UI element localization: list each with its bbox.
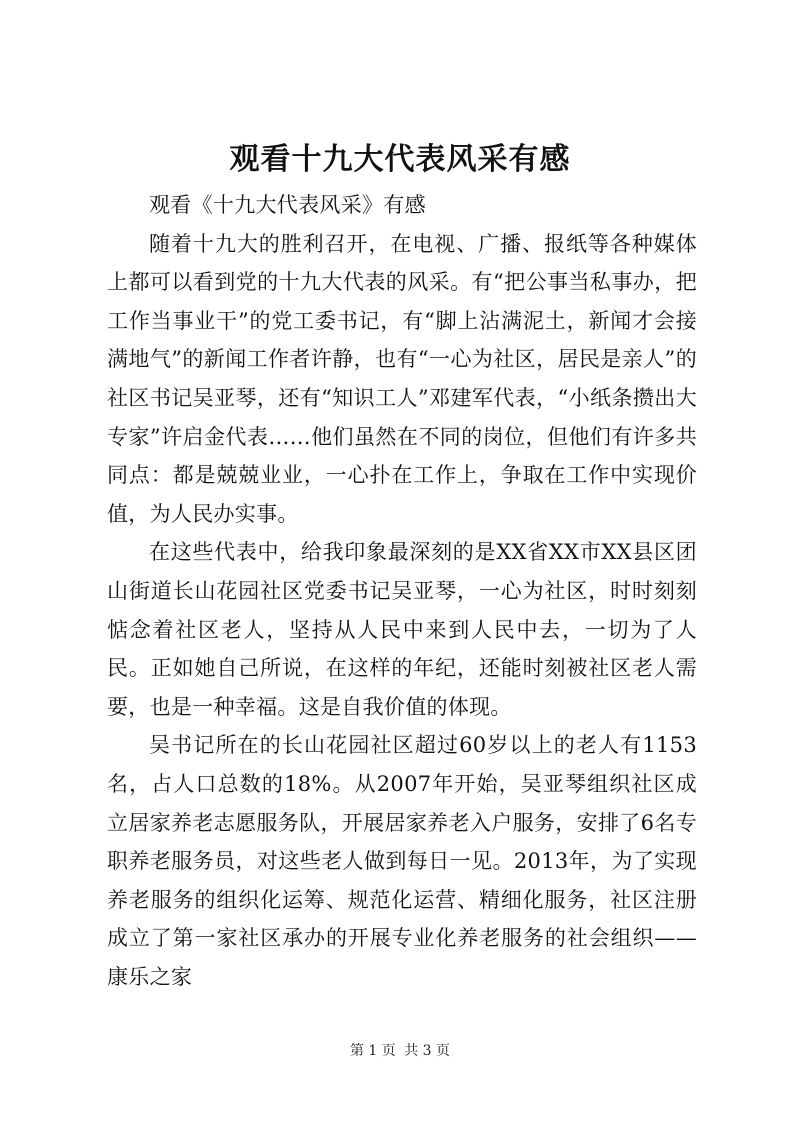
paragraph-3: 吴书记所在的长山花园社区超过60岁以上的老人有1153名，占人口总数的18%。从2007年开始，吴亚琴组织社区成立居家养老志愿服务队，开展居家养老入户服务，安排了6名专职养老服务员，对这些老人做到每日一见。2013年，为了实现养老服务的组织化运筹、规范化运营、精细化服务，社区注册成立了第一家社区承办的开展专业化养老服务的社会组织——康乐之家 bbox=[107, 733, 697, 989]
paragraph-1: 随着十九大的胜利召开，在电视、广播、报纸等各种媒体上都可以看到党的十九大代表的风采。有“把公事当私事办，把工作当事业干”的党工委书记，有“脚上沾满泥土，新闻才会接满地气”的新闻工作者许静，也有“一心为社区，居民是亲人”的社区书记吴亚琴，还有“知识工人”邓建军代表，“小纸条攒出大专家”许启金代表……他们虽然在不同的岗位，但他们有许多共同点：都是兢兢业业，一心扑在工作上，争取在工作中实现价值，为人民办实事。 bbox=[107, 231, 697, 526]
paragraph-2: 在这些代表中，给我印象最深刻的是XX省XX市XX县区团山街道长山花园社区党委书记吴亚琴，一心为社区，时时刻刻惦念着社区老人，坚持从人民中来到人民中去，一切为了人民。正如她自己所说，在这样的年纪，还能时刻被社区老人需要，也是一种幸福。这是自我价值的体现。 bbox=[107, 540, 697, 719]
page-total: 共 3 页 bbox=[404, 1043, 451, 1059]
document-title: 观看十九大代表风采有感 bbox=[229, 142, 571, 177]
page-footer bbox=[0, 1041, 800, 1061]
document-body bbox=[107, 186, 697, 996]
page-number: 第 1 页 bbox=[349, 1043, 396, 1059]
paragraph-subtitle: 观看《十九大代表风采》有感 bbox=[149, 193, 426, 217]
